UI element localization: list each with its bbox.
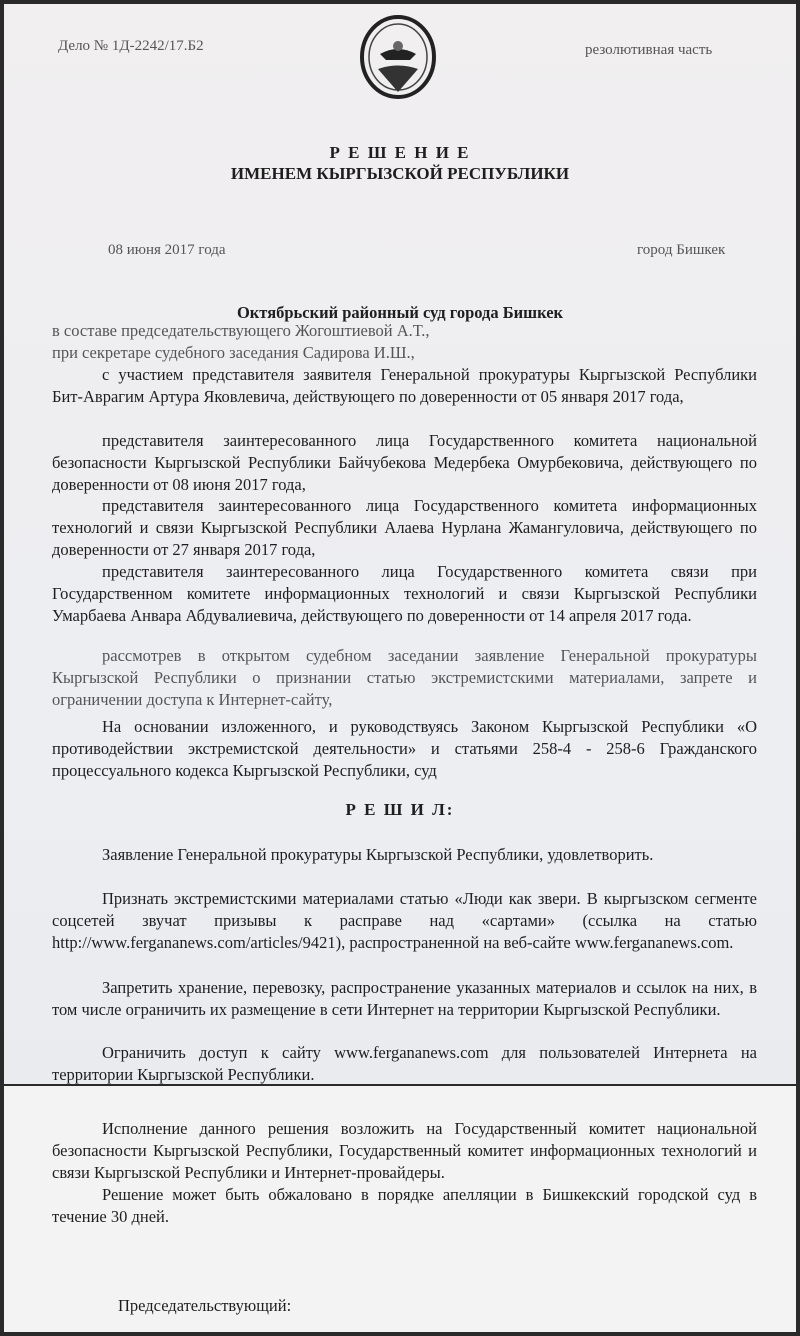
composition-judge: в составе председательствующего Жогоштиевой А.Т., — [52, 321, 430, 340]
case-number: Дело № 1Д-2242/17.Б2 — [58, 38, 204, 54]
state-emblem-icon — [358, 14, 438, 100]
signature-label: Председательствующий: — [118, 1296, 292, 1315]
legal-basis-paragraph: На основании изложенного, и руководствуясь Законом Кыргызской Республики «О противодействии экстремистской деятельности» и статьями 258-4 - 258-6 Гражданского процессуального кодекса Кыргызской Республики, суд — [52, 717, 757, 780]
part-label: резолютивная часть — [585, 42, 713, 58]
ruling-paragraph: Заявление Генеральной прокуратуры Кыргызской Республики, удовлетворить. — [102, 845, 654, 864]
participant-paragraph: с участием представителя заявителя Генеральной прокуратуры Кыргызской Республики Бит-Аврагим Артура Яковлевича, действующего по доверенности от 05 января 2017 года, — [52, 365, 757, 406]
decided-heading: Р Е Ш И Л: — [345, 800, 455, 819]
execution-paragraph: Исполнение данного решения возложить на Государственный комитет национальной безопасности Кыргызской Республики, Государственный комитет информационных технологий и связи Кыргызской Республики и Интернет-провайдеры. — [52, 1119, 757, 1182]
participant-paragraph: представителя заинтересованного лица Государственного комитета национальной безопасности Кыргызской Республики Байчубекова Медербека Омурбековича, действующего по доверенности от 08 июня 2017 года, — [52, 431, 757, 494]
participant-paragraph: представителя заинтересованного лица Государственного комитета связи при Государственном комитете информационных технологий и связи Кыргызской Республики Умарбаева Анвара Абдувалиевича, действующего по доверенности от 14 апреля 2017 года. — [52, 562, 757, 625]
appeal-paragraph: Решение может быть обжаловано в порядке апелляции в Бишкекский городской суд в течение 30 дней. — [52, 1185, 757, 1226]
court-name: Октябрьский районный суд города Бишкек — [236, 303, 564, 322]
composition-secretary: при секретаре судебного заседания Садирова И.Ш., — [52, 343, 415, 362]
decision-date: 08 июня 2017 года — [108, 242, 226, 258]
document-title: Р Е Ш Е Н И Е — [329, 143, 471, 162]
ruling-paragraph: Ограничить доступ к сайту www.fergananews.com для пользователей Интернета на территории Кыргызской Республики. — [52, 1043, 757, 1084]
document-subtitle: ИМЕНЕМ КЫРГЫЗСКОЙ РЕСПУБЛИКИ — [230, 164, 570, 183]
ruling-paragraph: Запретить хранение, перевозку, распространение указанных материалов и ссылок на них, в том числе ограничить их размещение в сети Интернет на территории Кыргызской Республики. — [52, 978, 757, 1019]
ruling-paragraph: Признать экстремистскими материалами статью «Люди как звери. В кыргызском сегменте соцсетей звучат призывы к расправе над «сартами» (ссылка на статью http://www.fergananews.com/articles/9421), распространенной на веб-сайте www.fergananews.com. — [52, 889, 757, 952]
participant-paragraph: представителя заинтересованного лица Государственного комитета информационных технологий и связи Кыргызской Республики Алаева Нурлана Жамангуловича, действующего по доверенности от 27 января 2017 года, — [52, 496, 757, 559]
considered-paragraph: рассмотрев в открытом судебном заседании заявление Генеральной прокуратуры Кыргызской Республики о признании статью экстремистскими материалами, запрете и ограничении доступа к Интернет-сайту, — [52, 646, 757, 709]
decision-city: город Бишкек — [637, 242, 726, 258]
